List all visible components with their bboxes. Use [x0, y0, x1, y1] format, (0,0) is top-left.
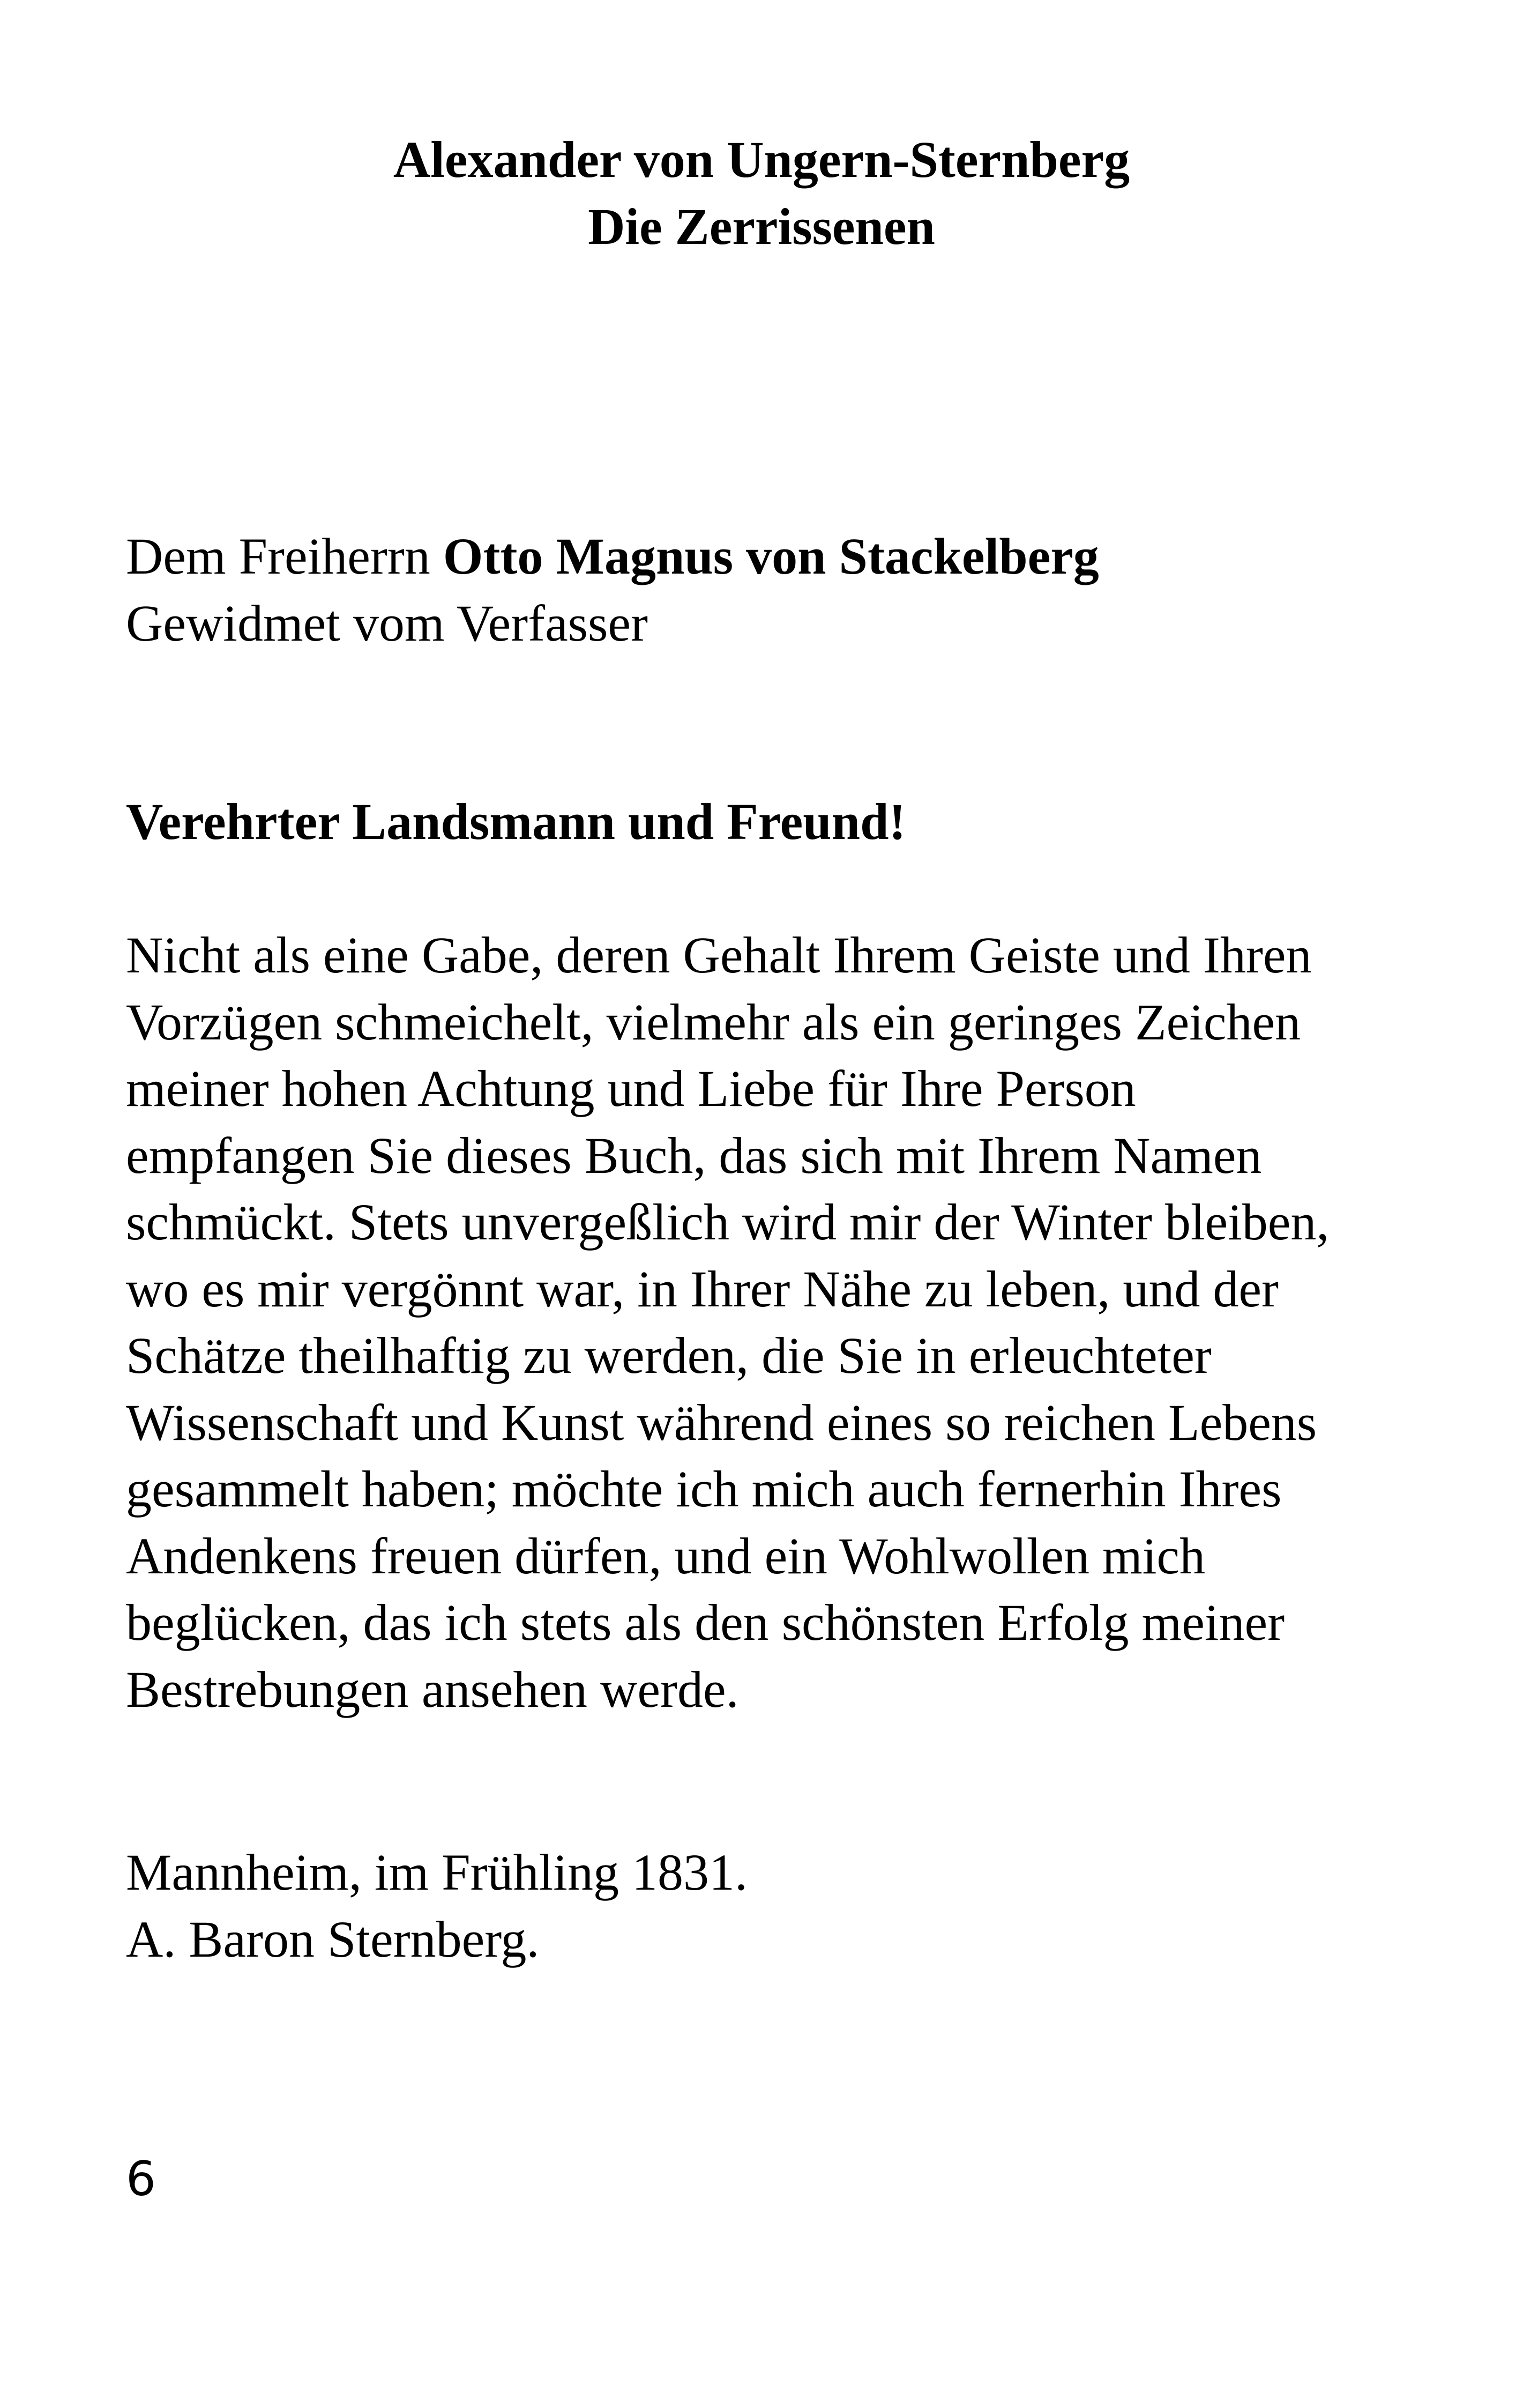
body-line: empfangen Sie dieses Buch, das sich mit Ihrem Namen	[126, 1126, 1262, 1184]
body-line: Nicht als eine Gabe, deren Gehalt Ihrem Geiste und Ihren	[126, 926, 1312, 984]
dedicatee-name: Otto Magnus von Stackelberg	[443, 527, 1099, 585]
dedication-line-1	[126, 523, 1099, 590]
dedication-line-2: Gewidmet vom Verfasser	[126, 594, 648, 652]
page-header	[0, 126, 1523, 260]
body-line: Bestrebungen ansehen werde.	[126, 1660, 739, 1718]
body-line: gesammelt haben; möchte ich mich auch fernerhin Ihres	[126, 1460, 1282, 1518]
place-date: Mannheim, im Frühling 1831.	[126, 1844, 748, 1901]
body-line: meiner hohen Achtung und Liebe für Ihre Person	[126, 1060, 1136, 1117]
book-title: Die Zerrissenen	[588, 198, 935, 255]
body-line: Andenkens freuen dürfen, und ein Wohlwollen mich	[126, 1527, 1205, 1585]
body-line: wo es mir vergönnt war, in Ihrer Nähe zu leben, und der	[126, 1260, 1279, 1318]
body-line: beglücken, das ich stets als den schönsten Erfolg meiner	[126, 1594, 1285, 1651]
body-line: Wissenschaft und Kunst während eines so reichen Lebens	[126, 1393, 1317, 1451]
dedication-letter-body	[126, 922, 1329, 1723]
dedication-prefix: Dem Freiherrn	[126, 527, 443, 585]
dedication	[126, 523, 1099, 657]
closing	[126, 1839, 748, 1973]
author-name: Alexander von Ungern-Sternberg	[393, 131, 1130, 188]
body-line: Vorzügen schmeichelt, vielmehr als ein geringes Zeichen	[126, 993, 1301, 1051]
signature: A. Baron Sternberg.	[126, 1911, 540, 1968]
body-line: Schätze theilhaftig zu werden, die Sie in erleuchteter	[126, 1327, 1212, 1384]
page-number: 6	[126, 2151, 156, 2206]
salutation: Verehrter Landsmann und Freund!	[126, 793, 906, 850]
body-line: schmückt. Stets unvergeßlich wird mir der Winter bleiben,	[126, 1193, 1330, 1251]
